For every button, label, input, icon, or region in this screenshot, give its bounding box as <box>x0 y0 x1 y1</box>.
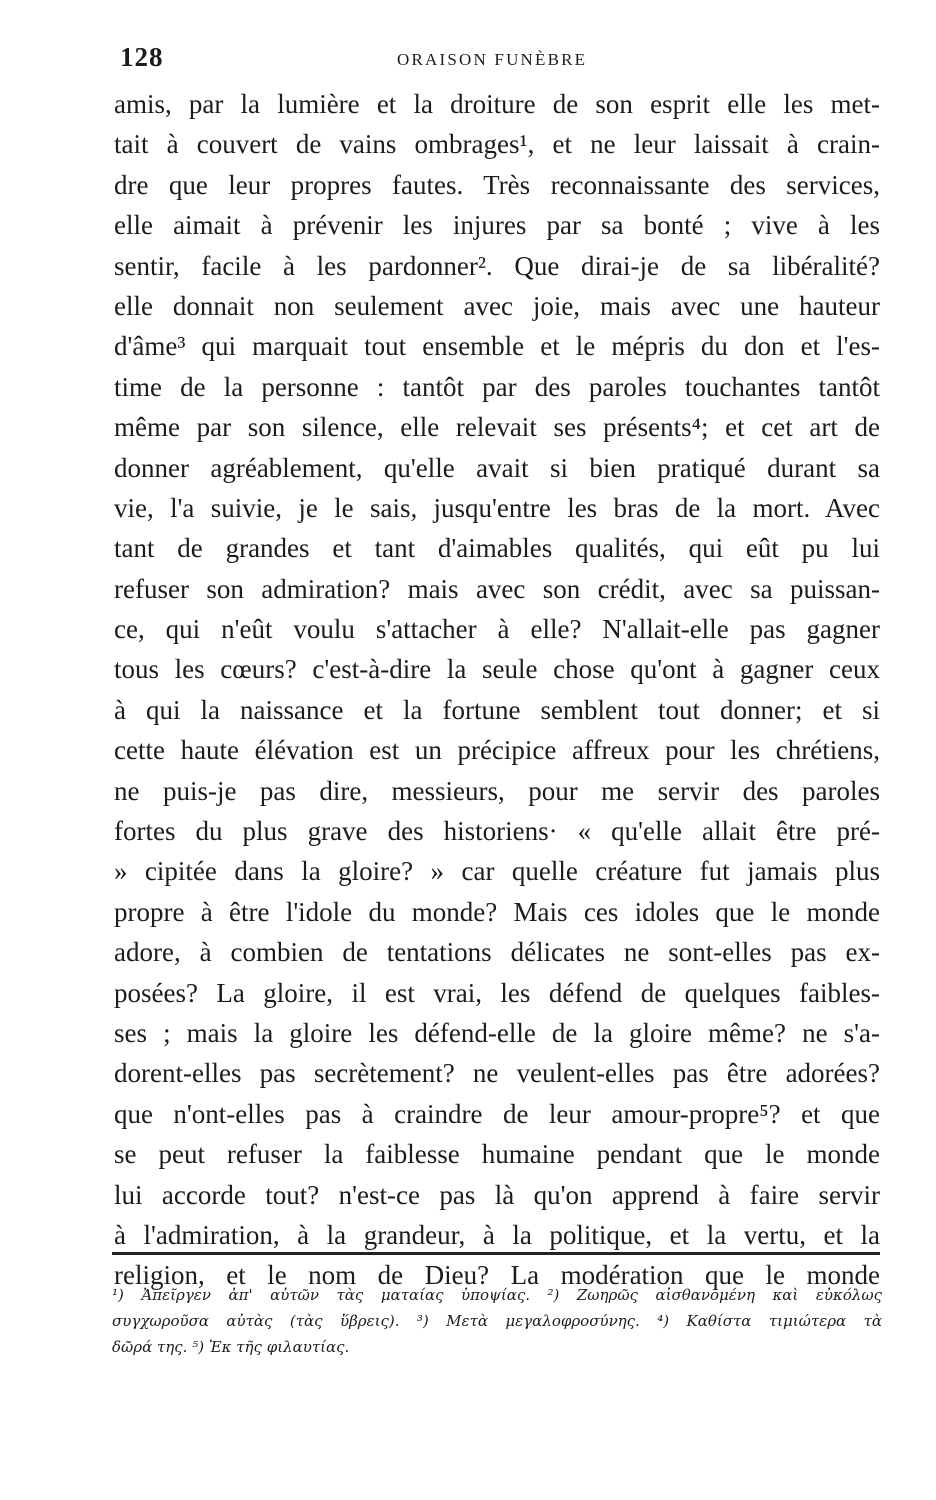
text-line: se peut refuser la faiblesse humaine pendant que le monde <box>114 1139 880 1170</box>
text-line: tait à couvert de vains ombrages¹, et ne leur laissait à crain- <box>114 129 880 160</box>
text-line: dorent-elles pas secrètement? ne veulent-elles pas être adorées? <box>114 1058 880 1089</box>
footnote-rule <box>112 1252 880 1255</box>
text-line: que n'ont-elles pas à craindre de leur amour-propre⁵? et que <box>114 1098 880 1129</box>
text-line: refuser son admiration? mais avec son crédit, avec sa puissan- <box>114 573 880 604</box>
text-line: à l'admiration, à la grandeur, à la politique, et la vertu, et la <box>114 1219 880 1250</box>
text-line: elle aimait à prévenir les injures par sa bonté ; vive à les <box>114 210 880 241</box>
text-line: d'âme³ qui marquait tout ensemble et le mépris du don et l'es- <box>114 331 880 362</box>
text-line: adore, à combien de tentations délicates ne sont-elles pas ex- <box>114 937 880 968</box>
text-line: lui accorde tout? n'est-ce pas là qu'on apprend à faire servir <box>114 1179 880 1210</box>
text-line: ne puis-je pas dire, messieurs, pour me servir des paroles <box>114 775 880 806</box>
text-line: fortes du plus grave des historiens· « qu'elle allait être pré- <box>114 816 880 847</box>
text-line: » cipitée dans la gloire? » car quelle créature fut jamais plus <box>114 856 880 887</box>
text-line: tous les cœurs? c'est-à-dire la seule chose qu'ont à gagner ceux <box>114 654 880 685</box>
body-text <box>114 84 880 1296</box>
text-line: dre que leur propres fautes. Très reconnaissante des services, <box>114 169 880 200</box>
text-line: religion, et le nom de Dieu? La modération que le monde <box>114 1260 880 1291</box>
text-line: vie, l'a suivie, je le sais, jusqu'entre les bras de la mort. Avec <box>114 492 880 523</box>
page-number: 128 <box>120 42 164 72</box>
text-line: tant de grandes et tant d'aimables qualités, qui eût pu lui <box>114 533 880 564</box>
text-line: ce, qui n'eût voulu s'attacher à elle? N'allait-elle pas gagner <box>114 614 880 645</box>
text-line: cette haute élévation est un précipice affreux pour les chrétiens, <box>114 735 880 766</box>
text-line: propre à être l'idole du monde? Mais ces idoles que le monde <box>114 896 880 927</box>
footnote-line: δῶρά της. ⁵) Ἐκ τῆς φιλαυτίας. <box>112 1338 350 1356</box>
footnote-line: συγχωροῦσα αὐτὰς (τὰς ὕβρεις). ³) Μετὰ μεγαλοφροσύνης. ⁴) Καθίστα τιμιώτερα τὰ <box>112 1312 882 1330</box>
text-line: time de la personne : tantôt par des paroles touchantes tantôt <box>114 371 880 402</box>
text-line: elle donnait non seulement avec joie, mais avec une hauteur <box>114 290 880 321</box>
footnote-line: ¹) Ἀπεῖργεν ἀπ' αὐτῶν τὰς ματαίας ὑποψίας. ²) Ζωηρῶς αἰσθανομένη καὶ εὐκόλως <box>112 1286 882 1304</box>
running-title: ORAISON FUNÈBRE <box>397 50 588 69</box>
footnotes <box>112 1282 882 1360</box>
text-line: donner agréablement, qu'elle avait si bien pratiqué durant sa <box>114 452 880 483</box>
text-line: même par son silence, elle relevait ses présents⁴; et cet art de <box>114 412 880 443</box>
text-line: à qui la naissance et la fortune semblent tout donner; et si <box>114 694 880 725</box>
running-head <box>112 36 880 76</box>
text-line: sentir, facile à les pardonner². Que dirai-je de sa libéralité? <box>114 250 880 281</box>
text-line: amis, par la lumière et la droiture de son esprit elle les met- <box>114 89 880 119</box>
text-line: posées? La gloire, il est vrai, les défend de quelques faibles- <box>114 977 880 1008</box>
text-line: ses ; mais la gloire les défend-elle de la gloire même? ne s'a- <box>114 1017 880 1048</box>
